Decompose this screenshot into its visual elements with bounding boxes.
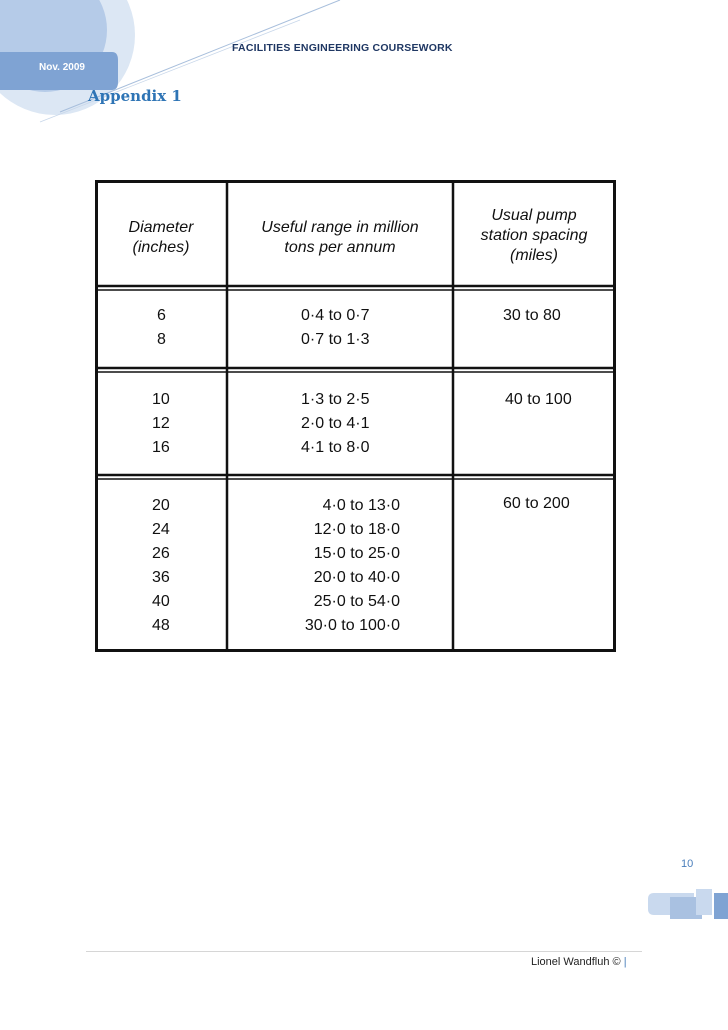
- footer-decoration: [648, 885, 728, 925]
- table-cell: 16: [152, 439, 170, 456]
- table-cell: 40 to 100: [505, 391, 572, 408]
- range-group-2: [301, 388, 369, 460]
- footer-separator: |: [623, 956, 627, 968]
- table-cell: 60 to 200: [503, 495, 570, 512]
- footer-author: Lionel Wandfluh © |: [531, 956, 627, 968]
- range-group-3: [284, 494, 400, 638]
- header-range: Useful range in million tons per annum: [261, 219, 419, 256]
- table-cell: 25·0 to 54·0: [313, 593, 400, 610]
- table-cell: 12·0 to 18·0: [313, 521, 400, 538]
- spacing-group-1: [503, 304, 561, 328]
- header-spacing: Usual pump station spacing (miles): [480, 207, 588, 264]
- table-cell: 30·0 to 100·0: [304, 617, 400, 634]
- appendix-heading: Appendix 1: [88, 87, 182, 105]
- diameter-group-3: [152, 494, 170, 638]
- table-cell: 2·0 to 4·1: [301, 415, 370, 432]
- table-cell: 15·0 to 25·0: [313, 545, 400, 562]
- pipeline-table: [95, 180, 616, 652]
- diameter-group-2: [152, 388, 170, 460]
- header-diameter: Diameter (inches): [128, 219, 194, 256]
- table-cell: 0·7 to 1·3: [301, 331, 370, 348]
- table-cell: 4·0 to 13·0: [322, 497, 400, 514]
- table-cell: 24: [152, 521, 170, 538]
- course-title: FACILITIES ENGINEERING COURSEWORK: [232, 42, 453, 54]
- table-cell: 8: [157, 331, 166, 348]
- table-cell: 0·4 to 0·7: [301, 307, 370, 324]
- table-cell: 10: [152, 391, 170, 408]
- footer-divider: [86, 951, 642, 952]
- table-cell: 20·0 to 40·0: [313, 569, 400, 586]
- date-badge: Nov. 2009: [39, 62, 85, 73]
- table-cell: 4·1 to 8·0: [301, 439, 370, 456]
- page-number: 10: [681, 858, 694, 870]
- diameter-group-1: [157, 304, 166, 352]
- table-cell: 48: [152, 617, 170, 634]
- table-cell: 40: [152, 593, 170, 610]
- table-cell: 30 to 80: [503, 307, 561, 324]
- table-cell: 6: [157, 307, 166, 324]
- range-group-1: [301, 304, 369, 352]
- spacing-group-3: [503, 492, 570, 516]
- spacing-group-2: [505, 388, 572, 412]
- table-cell: 36: [152, 569, 170, 586]
- table-cell: 20: [152, 497, 170, 514]
- table-cell: 26: [152, 545, 170, 562]
- table-cell: 1·3 to 2·5: [301, 391, 370, 408]
- table-cell: 12: [152, 415, 170, 432]
